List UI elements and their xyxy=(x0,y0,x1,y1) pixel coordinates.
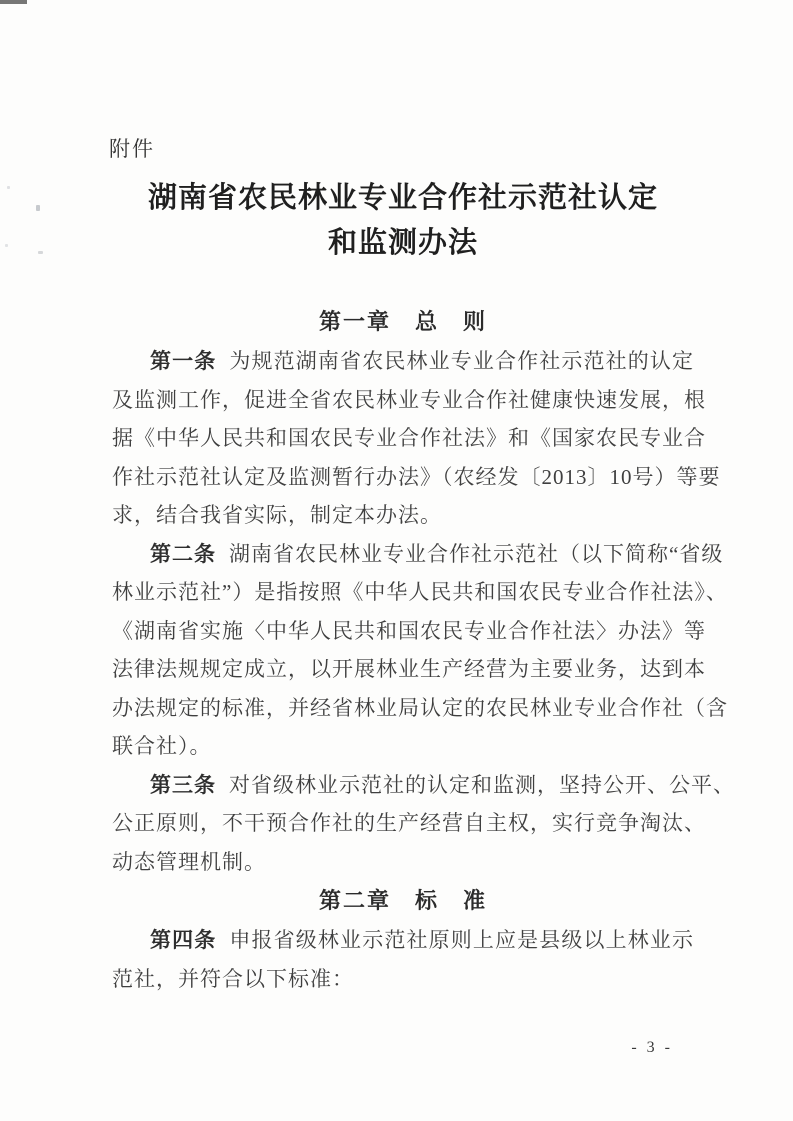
paragraph-line xyxy=(112,342,694,381)
scan-speck xyxy=(38,251,43,254)
paragraph-text: 申报省级林业示范社原则上应是县级以上林业示 xyxy=(229,928,695,952)
paragraph-line: 林业示范社”）是指按照《中华人民共和国农民专业合作社法》、 xyxy=(112,580,728,604)
scan-edge-artifact xyxy=(0,0,27,4)
paragraph-line: 公正原则，不干预合作社的生产经营自主权，实行竞争淘汰、 xyxy=(112,811,706,835)
paragraph-line: 动态管理机制。 xyxy=(112,849,266,874)
scan-speck xyxy=(5,244,8,247)
chapter-heading: 第一章 总 则 xyxy=(318,309,487,334)
article-number: 第二条 xyxy=(150,542,216,566)
scan-speck xyxy=(7,186,10,189)
article-number: 第四条 xyxy=(150,929,217,952)
document-title-line-2: 和监测办法 xyxy=(327,227,478,259)
article-number: 第一条 xyxy=(150,350,217,373)
chapter-heading: 第二章 标 准 xyxy=(318,888,487,913)
paragraph-line: 办法规定的标准，并经省林业局认定的农民林业专业合作社（含 xyxy=(112,695,728,720)
page-number: - 3 - xyxy=(631,1039,673,1056)
paragraph-line: 作社示范社认定及监测暂行办法》（农经发〔2013〕10号）等要 xyxy=(112,464,721,489)
paragraph-line: 法律法规规定成立，以开展林业生产经营为主要业务，达到本 xyxy=(112,657,706,681)
document-body xyxy=(112,302,735,998)
paragraph-line xyxy=(112,921,694,960)
document-title-line-1: 湖南省农民林业专业合作社示范社认定 xyxy=(147,182,658,214)
paragraph-line: 据《中华人民共和国农民专业合作社法》和《国家农民专业合 xyxy=(112,426,706,450)
paragraph-line: 《湖南省实施〈中华人民共和国农民专业合作社法〉办法》等 xyxy=(112,618,706,643)
paragraph-text: 湖南省农民林业专业合作社示范社（以下简称“省级 xyxy=(229,541,724,566)
paragraph-text: 对省级林业示范社的认定和监测，坚持公开、公平、 xyxy=(229,772,735,797)
paragraph-line: 求，结合我省实际，制定本办法。 xyxy=(112,503,442,527)
paragraph-line xyxy=(112,766,735,805)
scan-speck xyxy=(36,205,40,211)
article-number: 第三条 xyxy=(150,773,216,797)
paragraph-line: 及监测工作，促进全省农民林业专业合作社健康快速发展，根 xyxy=(112,387,706,412)
paragraph-text: 为规范湖南省农民林业专业合作社示范社的认定 xyxy=(229,349,695,373)
paragraph-line xyxy=(112,535,724,574)
attachment-label: 附件 xyxy=(109,138,155,161)
document-title xyxy=(112,176,694,266)
paragraph-line: 范社，并符合以下标准： xyxy=(112,966,354,991)
paragraph-line: 联合社）。 xyxy=(112,734,212,758)
